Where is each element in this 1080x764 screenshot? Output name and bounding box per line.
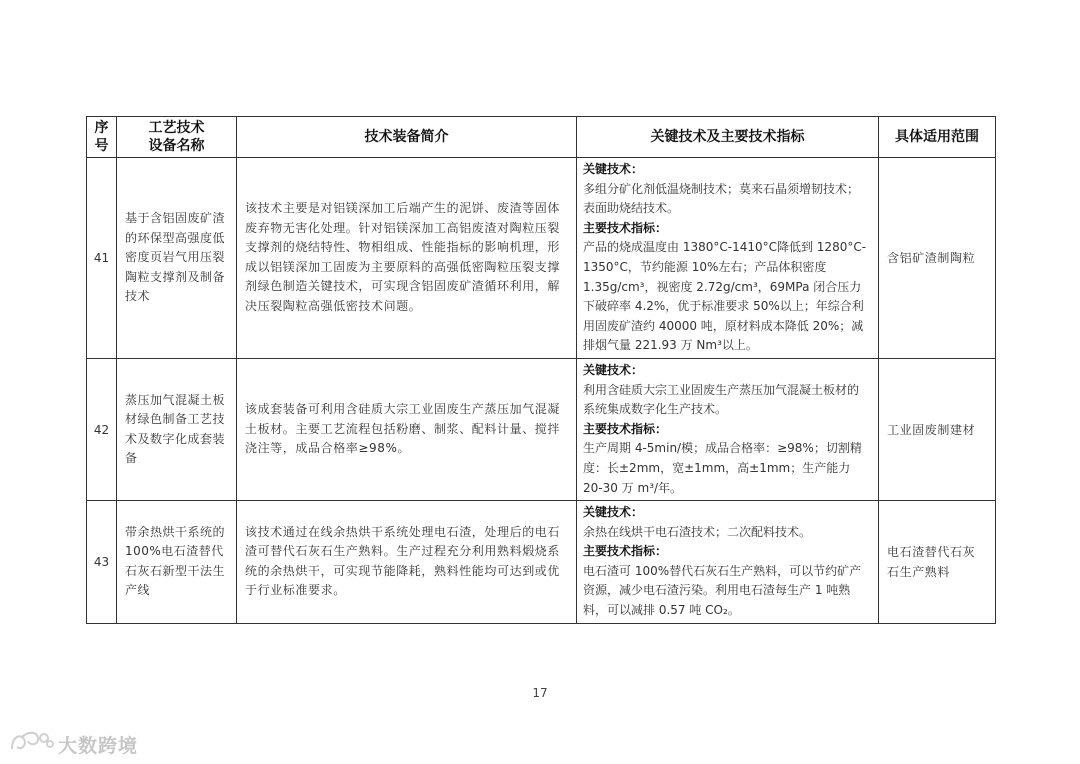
header-no-line2: 号 (94, 138, 109, 154)
index-text: 生产周期 4-5min/模；成品合格率：≥98%；切割精度：长±2mm，宽±1mm，高±1mm；生产能力 20-30 万 m³/年。 (583, 441, 862, 495)
header-no (87, 117, 117, 158)
row-number: 42 (87, 358, 117, 500)
index-text: 电石渣可 100%替代石灰石生产熟料，可以节约矿产资源，减少电石渣污染。利用电石渣每生产 1 吨熟料，可以减排 0.57 吨 CO₂。 (583, 563, 862, 618)
header-no-line1: 序 (94, 120, 109, 136)
ribbon-logo-icon (8, 729, 54, 759)
key-technology-cell (577, 158, 879, 359)
header-key: 关键技术及主要技术指标 (577, 117, 879, 158)
applicable-scope: 电石渣替代石灰石生产熟料 (879, 501, 996, 624)
key-text: 多组分矿化剂低温烧制技术；莫来石晶须增韧技术；表面助烧结技术。 (583, 181, 860, 216)
watermark-text: 大数跨境 (58, 734, 139, 757)
key-label: 关键技术： (583, 505, 644, 520)
watermark (8, 729, 138, 759)
technology-name: 基于含铝固废矿渣的环保型高强度低密度页岩气用压裂陶粒支撑剂及制备技术 (117, 158, 237, 359)
technology-intro: 该成套装备可利用含硅质大宗工业固废生产蒸压加气混凝土板材。主要工艺流程包括粉磨、制浆、配料计量、搅拌浇注等，成品合格率≥98%。 (237, 358, 577, 500)
applicable-scope: 工业固废制建材 (879, 358, 996, 500)
technology-table (86, 116, 996, 624)
key-text: 余热在线烘干电石渣技术；二次配料技术。 (583, 524, 812, 539)
row-number: 43 (87, 501, 117, 624)
technology-name: 蒸压加气混凝土板材绿色制备工艺技术及数字化成套装备 (117, 358, 237, 500)
table-row (87, 501, 996, 624)
row-number: 41 (87, 158, 117, 359)
key-technology-cell (577, 358, 879, 500)
header-name (117, 117, 237, 158)
key-text: 利用含硅质大宗工业固废生产蒸压加气混凝土板材的系统集成数字化生产技术。 (583, 382, 860, 417)
technology-intro: 该技术主要是对铝镁深加工后端产生的泥饼、废渣等固体废弃物无害化处理。针对铝镁深加工高铝废渣对陶粒压裂支撑剂的烧结特性、物相组成、性能指标的影响机理，形成以铝镁深加工固废为主要原料的高强低密陶粒压裂支撑剂绿色制造关键技术，可实现含铝固废矿渣循环利用，解决压裂陶粒高强低密技术问题。 (237, 158, 577, 359)
header-scope: 具体适用范围 (879, 117, 996, 158)
index-label: 主要技术指标： (583, 220, 668, 235)
key-label: 关键技术： (583, 362, 644, 377)
table-row (87, 358, 996, 500)
index-label: 主要技术指标： (583, 544, 668, 559)
table-row (87, 158, 996, 359)
page-number: 17 (532, 686, 548, 700)
table-header-row (87, 117, 996, 158)
technology-name: 带余热烘干系统的 100%电石渣替代石灰石新型干法生产线 (117, 501, 237, 624)
key-label: 关键技术： (583, 162, 644, 176)
header-intro: 技术装备简介 (237, 117, 577, 158)
header-name-line1: 工艺技术 (148, 120, 205, 136)
index-label: 主要技术指标： (583, 421, 668, 436)
header-name-line2: 设备名称 (148, 138, 205, 154)
index-text: 产品的烧成温度由 1380°C-1410°C降低到 1280°C-1350°C，节约能源 10%左右；产品体积密度 1.35g/cm³，视密度 2.72g/cm³，69MPa 闭合压力下破碎率 4.2%，优于标准要求 50%以上；年综合利用固废矿渣约 40000 吨，原材料成本降低 20%；减排烟气量 221.93 万 Nm³以上。 (583, 240, 867, 353)
technology-intro: 该技术通过在线余热烘干系统处理电石渣，处理后的电石渣可替代石灰石生产熟料。生产过程充分利用熟料煅烧系统的余热烘干，可实现节能降耗，熟料性能均可达到或优于行业标准要求。 (237, 501, 577, 624)
applicable-scope: 含铝矿渣制陶粒 (879, 158, 996, 359)
key-technology-cell (577, 501, 879, 624)
